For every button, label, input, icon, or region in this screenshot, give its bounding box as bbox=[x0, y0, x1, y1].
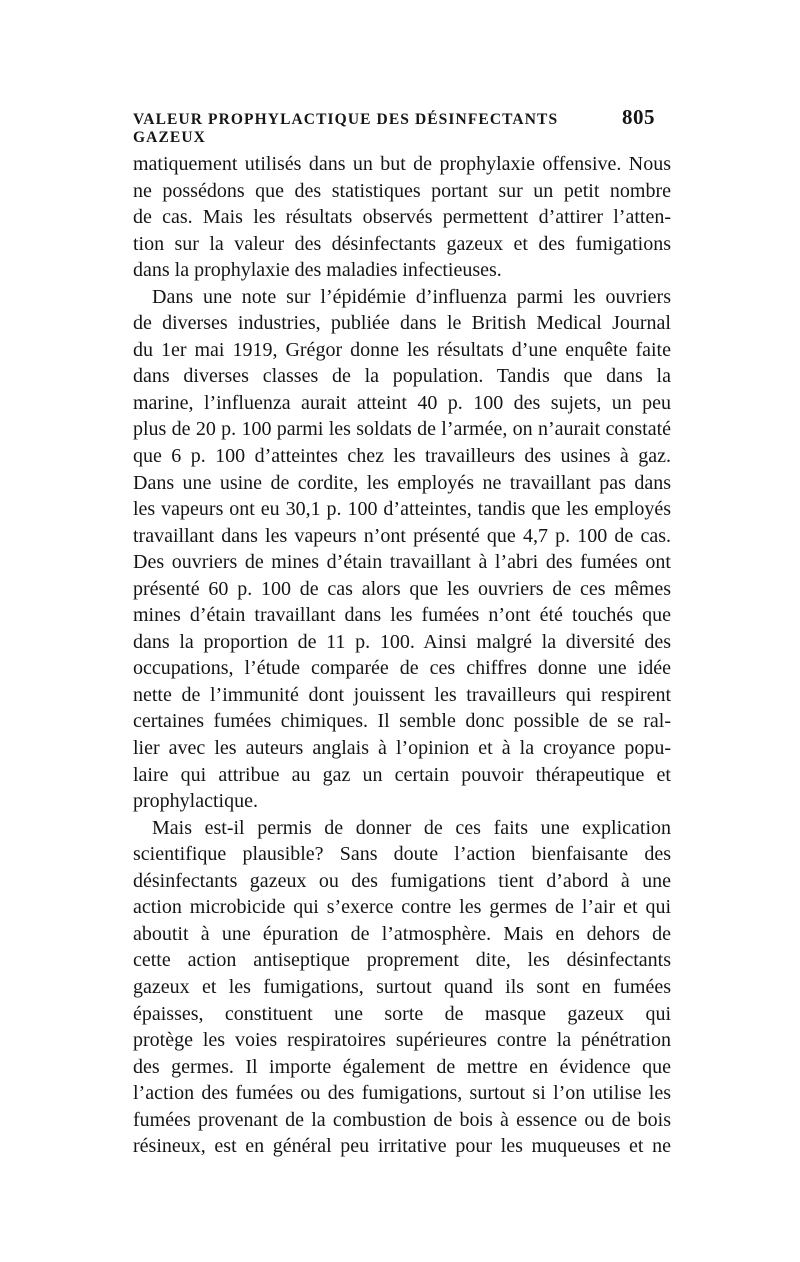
running-header bbox=[133, 105, 655, 146]
text-line: de diverses industries, publiée dans le British Medical Journal bbox=[133, 312, 671, 335]
text-line: aboutit à une épuration de l’atmosphère. Mais en dehors de bbox=[133, 922, 671, 945]
text-line: ne possédons que des statistiques portant sur un petit nombre bbox=[133, 179, 671, 202]
text-line: laire qui attribue au gaz un certain pouvoir thérapeutique et bbox=[133, 763, 671, 786]
text-line: plus de 20 p. 100 parmi les soldats de l’armée, on n’aurait constaté bbox=[133, 418, 671, 441]
text-line: Des ouvriers de mines d’étain travaillant à l’abri des fumées ont bbox=[133, 551, 671, 574]
text-line: matiquement utilisés dans un but de prophylaxie offensive. Nous bbox=[133, 153, 671, 175]
text-line: certaines fumées chimiques. Il semble donc possible de se ral- bbox=[133, 710, 671, 733]
text-line: mines d’étain travaillant dans les fumées n’ont été touchés que bbox=[133, 604, 671, 627]
running-title: VALEUR PROPHYLACTIQUE DES DÉSINFECTANTS GAZEUX bbox=[133, 111, 559, 146]
text-line: dans la proportion de 11 p. 100. Ainsi malgré la diversité des bbox=[133, 630, 671, 653]
text-line: tion sur la valeur des désinfectants gazeux et des fumigations bbox=[133, 232, 671, 255]
text-line: présenté 60 p. 100 de cas alors que les ouvriers de ces mêmes bbox=[133, 577, 671, 600]
text-line: dans la prophylaxie des maladies infectieuses. bbox=[133, 259, 502, 282]
text-line: cette action antiseptique proprement dite, les désinfectants bbox=[133, 949, 671, 972]
text-line: protège les voies respiratoires supérieures contre la pénétration bbox=[133, 1029, 671, 1052]
text-line: fumées provenant de la combustion de bois à essence ou de bois bbox=[133, 1108, 671, 1131]
text-line: des germes. Il importe également de mettre en évidence que bbox=[133, 1055, 671, 1078]
text-line: marine, l’influenza aurait atteint 40 p. 100 des sujets, un peu bbox=[133, 391, 671, 414]
text-line: travaillant dans les vapeurs n’ont présenté que 4,7 p. 100 de cas. bbox=[133, 524, 671, 547]
text-line: action microbicide qui s’exerce contre les germes de l’air et qui bbox=[133, 896, 671, 919]
text-line: l’action des fumées ou des fumigations, surtout si l’on utilise les bbox=[133, 1082, 671, 1105]
text-line: nette de l’immunité dont jouissent les travailleurs qui respirent bbox=[133, 683, 671, 706]
text-line: résineux, est en général peu irritative pour les muqueuses et ne bbox=[133, 1135, 671, 1158]
text-line: dans diverses classes de la population. Tandis que dans la bbox=[133, 365, 671, 388]
text-line: lier avec les auteurs anglais à l’opinion et à la croyance popu- bbox=[133, 737, 671, 760]
text-line: gazeux et les fumigations, surtout quand ils sont en fumées bbox=[133, 975, 671, 998]
body-text bbox=[133, 151, 671, 1160]
page-number: 805 bbox=[622, 105, 655, 129]
text-line: désinfectants gazeux ou des fumigations tient d’abord à une bbox=[133, 869, 671, 892]
text-line: prophylactique. bbox=[133, 790, 258, 813]
text-line: occupations, l’étude comparée de ces chiffres donne une idée bbox=[133, 657, 671, 680]
text-line: scientifique plausible? Sans doute l’action bienfaisante des bbox=[133, 843, 671, 866]
text-line: Mais est-il permis de donner de ces faits une explication bbox=[152, 816, 671, 839]
text-line: Dans une usine de cordite, les employés ne travaillant pas dans bbox=[133, 471, 671, 494]
text-line: Dans une note sur l’épidémie d’influenza parmi les ouvriers bbox=[152, 285, 671, 308]
text-line: que 6 p. 100 d’atteintes chez les travailleurs des usines à gaz. bbox=[133, 445, 671, 468]
text-line: de cas. Mais les résultats observés permettent d’attirer l’atten- bbox=[133, 206, 671, 229]
text-line: du 1er mai 1919, Grégor donne les résultats d’une enquête faite bbox=[133, 338, 671, 361]
text-line: épaisses, constituent une sorte de masque gazeux qui bbox=[133, 1002, 671, 1025]
text-line: les vapeurs ont eu 30,1 p. 100 d’atteintes, tandis que les employés bbox=[133, 498, 671, 521]
